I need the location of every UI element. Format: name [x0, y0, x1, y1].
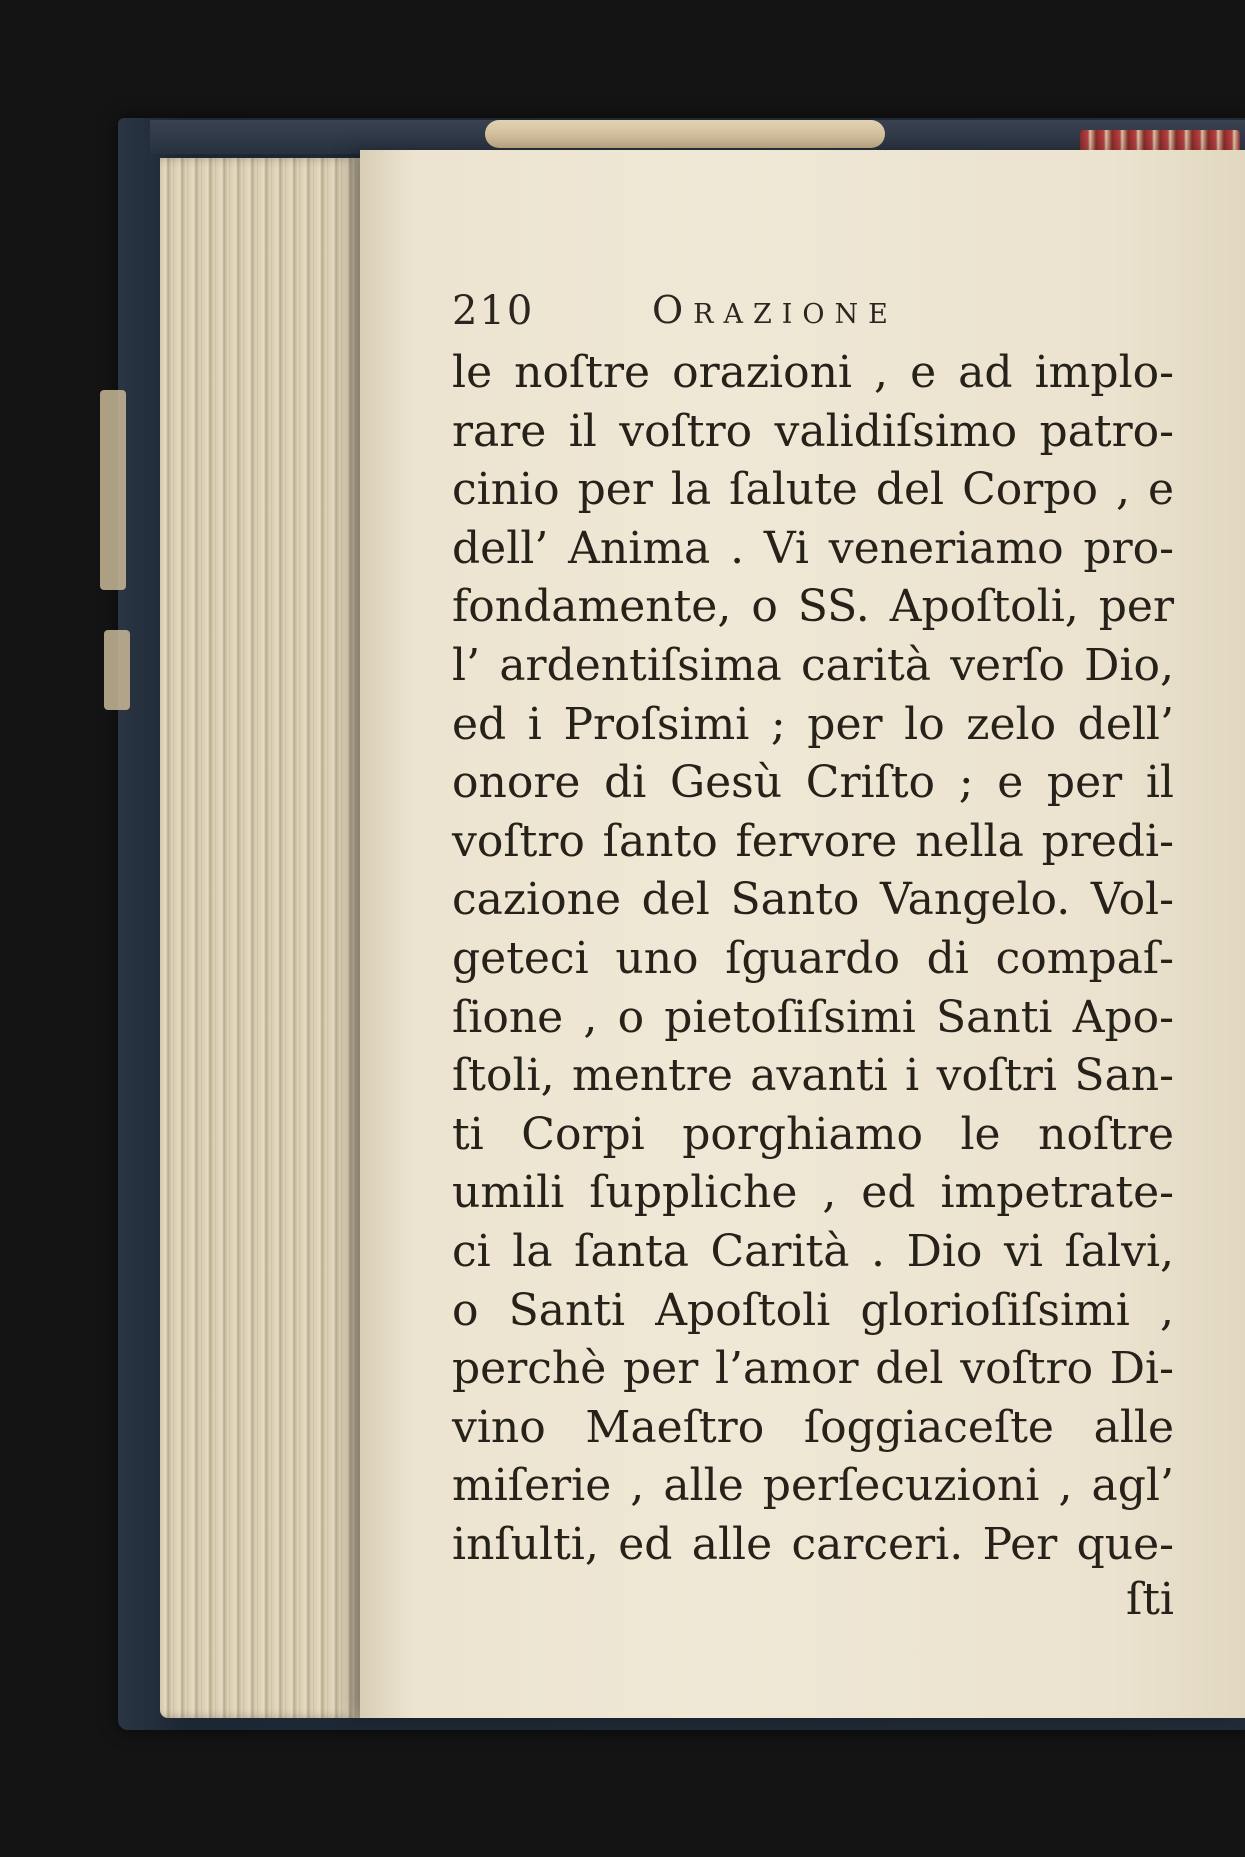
text-line: perchè per l’amor del voſtro Di- [452, 1343, 1174, 1395]
text-line: rare il voſtro validiſsimo patro- [452, 405, 1174, 457]
running-title: Orazione [652, 288, 898, 332]
text-line: inſulti, ed alle carceri. Per que- [452, 1518, 1174, 1570]
text-line: voſtro ſanto fervore nella predi- [452, 815, 1174, 867]
text-line: o Santi Apoſtoli glorioſiſsimi , [452, 1284, 1174, 1336]
text-line: ci la ſanta Carità . Dio vi ſalvi, [452, 1225, 1174, 1277]
body-text [452, 344, 1182, 1574]
text-line: ſione , o pietoſiſsimi Santi Apo- [452, 991, 1174, 1043]
text-line: ed i Proſsimi ; per lo zelo dell’ [452, 698, 1174, 750]
text-line: cazione del Santo Vangelo. Vol- [452, 874, 1174, 926]
text-line: miſerie , alle perſecuzioni , agl’ [452, 1460, 1174, 1512]
torn-paper-fragment [104, 630, 130, 710]
text-line: ti Corpi porghiamo le noſtre [452, 1108, 1174, 1160]
page-number: 210 [452, 288, 535, 334]
running-head [452, 288, 1182, 344]
text-line: cinio per la ſalute del Corpo , e [452, 464, 1174, 516]
text-line: dell’ Anima . Vi veneriamo pro- [452, 522, 1174, 574]
text-line: geteci uno ſguardo di compaſ- [452, 932, 1174, 984]
torn-paper-fragment [100, 390, 126, 590]
spine-tape [485, 120, 885, 148]
text-line: ſtoli, mentre avanti i voſtri San- [452, 1050, 1174, 1102]
catchword: ſti [1125, 1574, 1174, 1626]
text-line: umili ſuppliche , ed impetrate- [452, 1167, 1174, 1219]
text-line: vino Maeſtro ſoggiaceſte alle [452, 1401, 1174, 1453]
text-line: le noſtre orazioni , e ad implo- [452, 347, 1174, 398]
text-line: fondamente, o SS. Apoſtoli, per [452, 581, 1174, 633]
text-line: l’ ardentiſsima carità verſo Dio, [452, 639, 1174, 691]
page-stack [160, 158, 360, 1718]
text-line: onore di Gesù Criſto ; e per il [452, 757, 1174, 809]
page-text-block [452, 288, 1182, 1625]
